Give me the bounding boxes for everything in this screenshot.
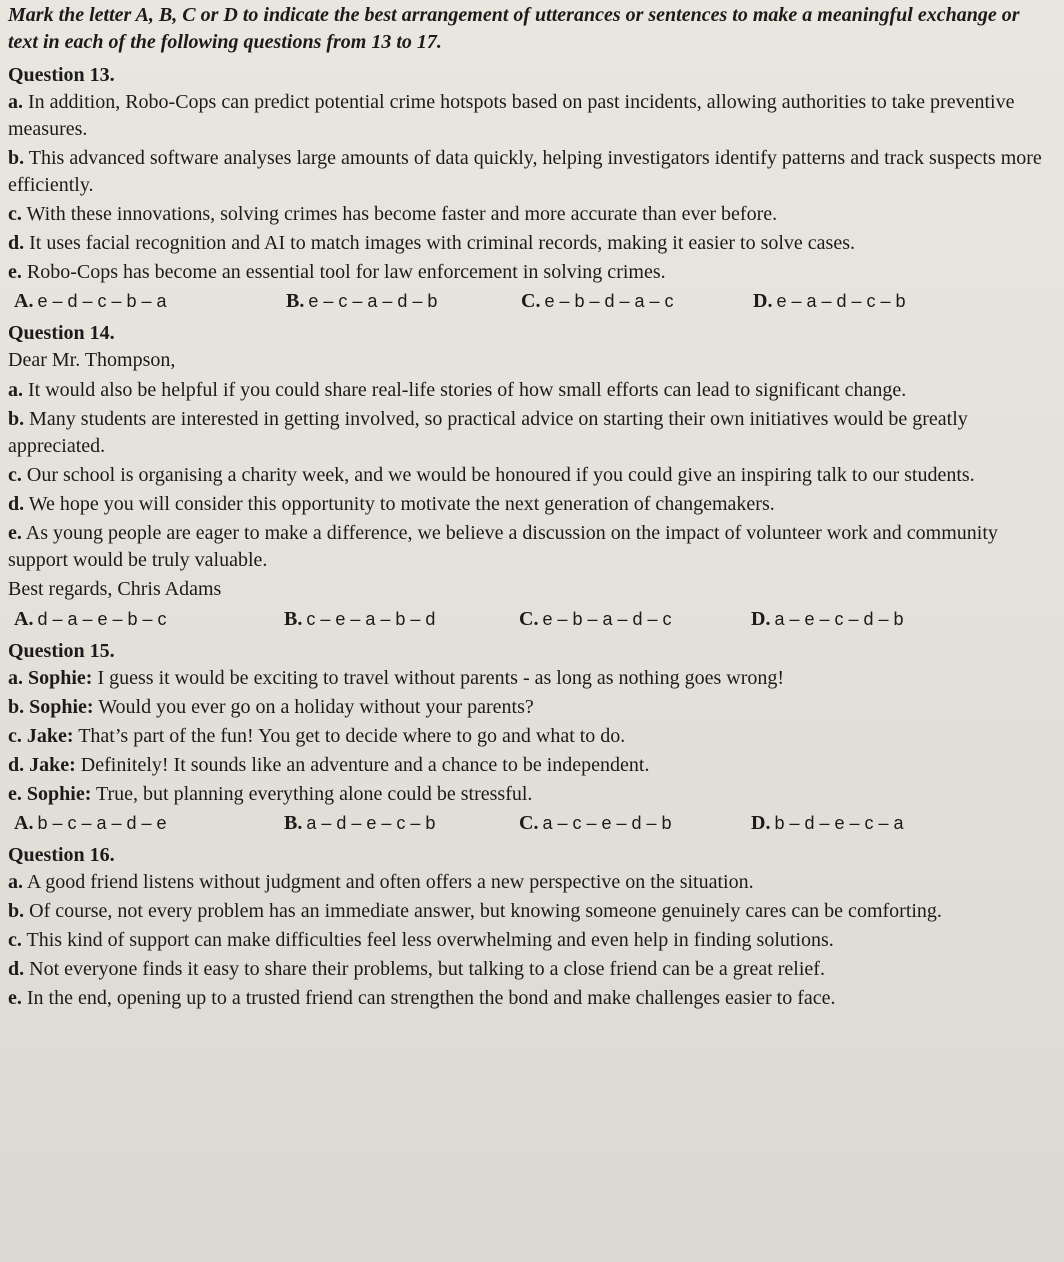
option-c[interactable]: C. e – b – a – d – c xyxy=(519,608,672,630)
option-c[interactable]: C. e – b – d – a – c xyxy=(521,290,674,312)
question-title: Question 14. xyxy=(8,322,115,344)
answer-options xyxy=(8,810,1050,837)
question-15 xyxy=(8,637,1050,837)
instructions: Mark the letter A, B, C or D to indicate the best arrangement of utterances or sentences to make a meaningful exchange or text in each of the following questions from 13 to 17. xyxy=(8,4,1020,53)
option-c[interactable]: C. a – c – e – d – b xyxy=(519,812,672,834)
sentence-c: c. This kind of support can make difficulties feel less overwhelming and even help in finding solutions. xyxy=(8,929,834,951)
answer-options xyxy=(8,288,1050,315)
question-14 xyxy=(8,319,1050,633)
option-b[interactable]: B. a – d – e – c – b xyxy=(284,812,436,834)
sentence-c: c. With these innovations, solving crimes has become faster and more accurate than ever before. xyxy=(8,203,778,225)
sentence-d: d. We hope you will consider this opportunity to motivate the next generation of changemakers. xyxy=(8,493,775,515)
option-b[interactable]: B. c – e – a – b – d xyxy=(284,608,436,630)
dialogue-line-c: c. Jake: That’s part of the fun! You get to decide where to go and what to do. xyxy=(8,725,626,747)
letter-greeting: Dear Mr. Thompson, xyxy=(8,349,176,371)
dialogue-line-a: a. Sophie: I guess it would be exciting to travel without parents - as long as nothing goes wrong! xyxy=(8,667,785,689)
sentence-c: c. Our school is organising a charity week, and we would be honoured if you could give an inspiring talk to our students. xyxy=(8,464,975,486)
sentence-b: b. Of course, not every problem has an immediate answer, but knowing someone genuinely cares can be comforting. xyxy=(8,900,942,922)
question-13 xyxy=(8,61,1050,315)
question-16 xyxy=(8,841,1050,1012)
sentence-b: b. This advanced software analyses large amounts of data quickly, helping investigators identify patterns and track suspects more efficiently. xyxy=(8,147,1042,196)
option-d[interactable]: D. e – a – d – c – b xyxy=(753,290,906,312)
sentence-a: a. In addition, Robo-Cops can predict potential crime hotspots based on past incidents, allowing authorities to take preventive measures. xyxy=(8,91,1015,140)
option-a[interactable]: A. b – c – a – d – e xyxy=(14,812,167,834)
question-title: Question 13. xyxy=(8,64,115,86)
dialogue-line-b: b. Sophie: Would you ever go on a holiday without your parents? xyxy=(8,696,534,718)
option-d[interactable]: D. b – d – e – c – a xyxy=(751,812,904,834)
sentence-e: e. As young people are eager to make a difference, we believe a discussion on the impact of volunteer work and community support would be truly valuable. xyxy=(8,522,998,571)
question-title: Question 16. xyxy=(8,844,115,866)
sentence-a: a. It would also be helpful if you could share real-life stories of how small efforts can lead to significant change. xyxy=(8,379,907,401)
sentence-d: d. It uses facial recognition and AI to match images with criminal records, making it easier to solve cases. xyxy=(8,232,855,254)
option-d[interactable]: D. a – e – c – d – b xyxy=(751,608,904,630)
sentence-e: e. Robo-Cops has become an essential tool for law enforcement in solving crimes. xyxy=(8,261,666,283)
answer-options xyxy=(8,606,1050,633)
sentence-b: b. Many students are interested in getting involved, so practical advice on starting their own initiatives would be greatly appreciated. xyxy=(8,408,968,457)
sentence-d: d. Not everyone finds it easy to share their problems, but talking to a close friend can be a great relief. xyxy=(8,958,825,980)
sentence-a: a. A good friend listens without judgment and often offers a new perspective on the situation. xyxy=(8,871,754,893)
letter-closing: Best regards, Chris Adams xyxy=(8,578,222,600)
option-a[interactable]: A. e – d – c – b – a xyxy=(14,290,167,312)
dialogue-line-e: e. Sophie: True, but planning everything alone could be stressful. xyxy=(8,783,533,805)
question-title: Question 15. xyxy=(8,640,115,662)
option-b[interactable]: B. e – c – a – d – b xyxy=(286,290,438,312)
option-a[interactable]: A. d – a – e – b – c xyxy=(14,608,167,630)
sentence-e: e. In the end, opening up to a trusted friend can strengthen the bond and make challenges easier to face. xyxy=(8,987,836,1009)
dialogue-line-d: d. Jake: Definitely! It sounds like an adventure and a chance to be independent. xyxy=(8,754,650,776)
